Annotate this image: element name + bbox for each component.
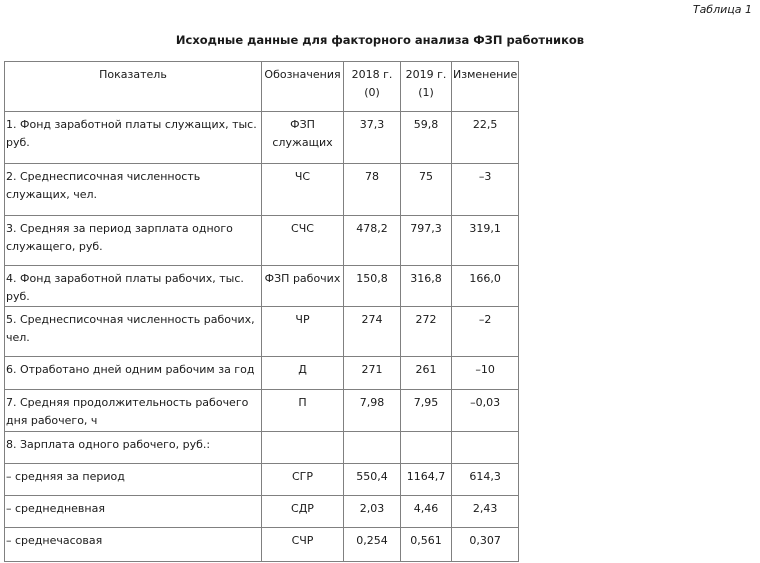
indicator-cell: – среднедневная	[5, 496, 262, 528]
symbol-cell: СЧР	[262, 528, 344, 562]
value-2018-cell: 78	[344, 164, 401, 216]
change-cell: 2,43	[452, 496, 519, 528]
value-2019-cell: 261	[401, 357, 452, 390]
table-row	[5, 164, 519, 216]
value-2019-cell	[401, 432, 452, 464]
indicator-cell: 4. Фонд заработной платы рабочих, тыс. руб.	[5, 266, 262, 307]
value-2018-cell: 37,3	[344, 112, 401, 164]
indicator-cell: 6. Отработано дней одним рабочим за год	[5, 357, 262, 390]
header-change: Изменение	[452, 62, 519, 112]
header-2019: 2019 г. (1)	[401, 62, 452, 112]
value-2018-cell: 550,4	[344, 464, 401, 496]
value-2019-cell: 797,3	[401, 216, 452, 266]
change-cell: 319,1	[452, 216, 519, 266]
change-cell: 166,0	[452, 266, 519, 307]
table-number-label: Таблица 1	[692, 3, 752, 16]
value-2018-cell: 150,8	[344, 266, 401, 307]
symbol-cell: СГР	[262, 464, 344, 496]
indicator-cell: 7. Средняя продолжительность рабочего дня рабочего, ч	[5, 390, 262, 432]
value-2019-cell: 75	[401, 164, 452, 216]
change-cell: 614,3	[452, 464, 519, 496]
value-2019-cell: 272	[401, 307, 452, 357]
table-row	[5, 390, 519, 432]
table-row	[5, 528, 519, 562]
value-2018-cell	[344, 432, 401, 464]
change-cell: –3	[452, 164, 519, 216]
change-cell: –0,03	[452, 390, 519, 432]
value-2018-cell: 478,2	[344, 216, 401, 266]
header-2018: 2018 г. (0)	[344, 62, 401, 112]
value-2019-cell: 0,561	[401, 528, 452, 562]
indicator-cell: 5. Среднесписочная численность рабочих, чел.	[5, 307, 262, 357]
indicator-cell: – среднечасовая	[5, 528, 262, 562]
symbol-cell: СЧС	[262, 216, 344, 266]
change-cell: –2	[452, 307, 519, 357]
table-row	[5, 307, 519, 357]
value-2018-cell: 2,03	[344, 496, 401, 528]
symbol-cell: ФЗП рабочих	[262, 266, 344, 307]
indicator-cell: 3. Средняя за период зарплата одного служащего, руб.	[5, 216, 262, 266]
value-2018-cell: 274	[344, 307, 401, 357]
header-indicator: Показатель	[5, 62, 262, 112]
table-row	[5, 266, 519, 307]
factor-analysis-table	[4, 61, 519, 562]
change-cell: 22,5	[452, 112, 519, 164]
table-row	[5, 464, 519, 496]
symbol-cell: ЧС	[262, 164, 344, 216]
value-2019-cell: 316,8	[401, 266, 452, 307]
change-cell: –10	[452, 357, 519, 390]
symbol-cell	[262, 432, 344, 464]
indicator-cell: – средняя за период	[5, 464, 262, 496]
change-cell	[452, 432, 519, 464]
table-row	[5, 112, 519, 164]
value-2019-cell: 59,8	[401, 112, 452, 164]
table-row	[5, 216, 519, 266]
symbol-cell: СДР	[262, 496, 344, 528]
indicator-cell: 2. Среднесписочная численность служащих, чел.	[5, 164, 262, 216]
table-row	[5, 496, 519, 528]
value-2019-cell: 7,95	[401, 390, 452, 432]
indicator-cell: 1. Фонд заработной платы служащих, тыс. руб.	[5, 112, 262, 164]
symbol-cell: Д	[262, 357, 344, 390]
header-symbol: Обозначения	[262, 62, 344, 112]
value-2019-cell: 4,46	[401, 496, 452, 528]
symbol-cell: ФЗП служащих	[262, 112, 344, 164]
value-2018-cell: 7,98	[344, 390, 401, 432]
indicator-cell: 8. Зарплата одного рабочего, руб.:	[5, 432, 262, 464]
value-2019-cell: 1164,7	[401, 464, 452, 496]
table-row	[5, 432, 519, 464]
header-row	[5, 62, 519, 112]
value-2018-cell: 0,254	[344, 528, 401, 562]
value-2018-cell: 271	[344, 357, 401, 390]
table-row	[5, 357, 519, 390]
symbol-cell: ЧР	[262, 307, 344, 357]
table-caption: Исходные данные для факторного анализа ФЗП работников	[175, 33, 585, 47]
change-cell: 0,307	[452, 528, 519, 562]
symbol-cell: П	[262, 390, 344, 432]
